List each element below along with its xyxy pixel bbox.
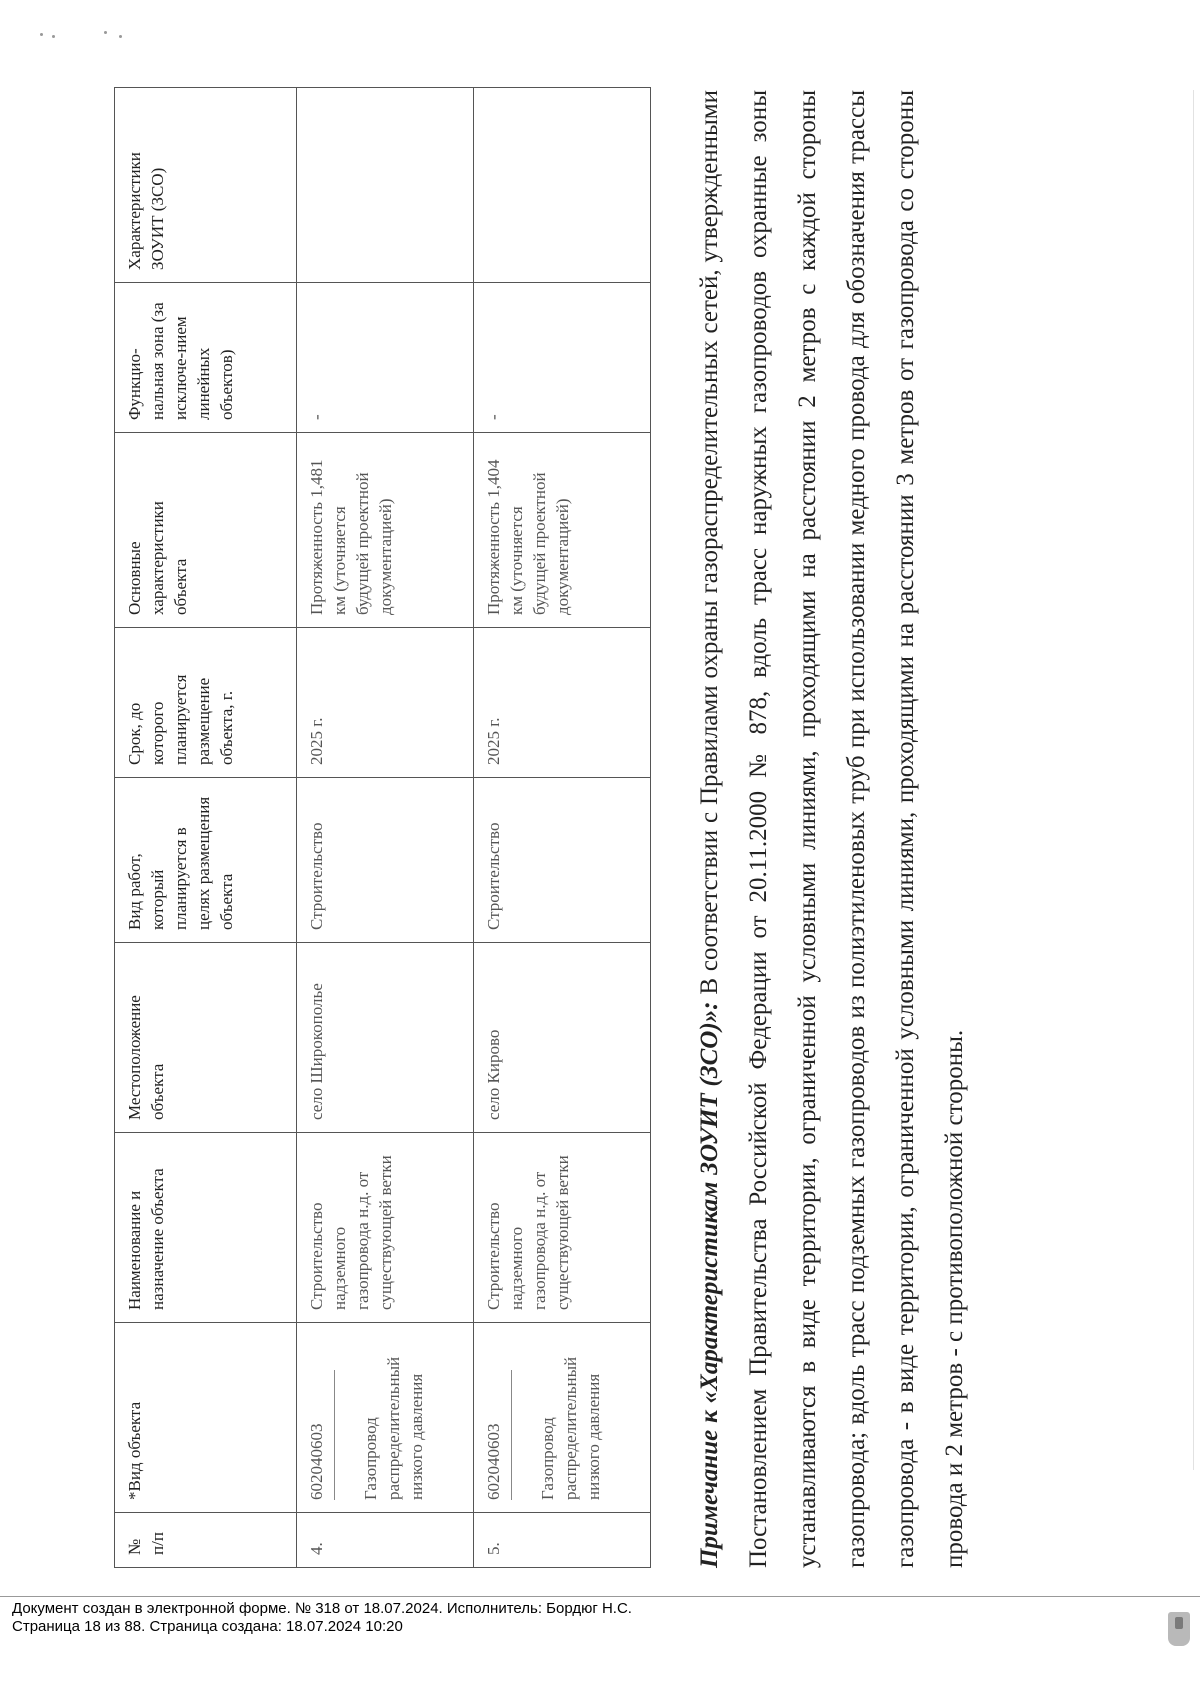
cell-deadline: 2025 г.: [474, 628, 651, 778]
cell-work-type: Строительство: [474, 778, 651, 943]
header-num: № п/п: [115, 1513, 297, 1568]
object-type-text: Газопровод распределительный низкого давления: [361, 1356, 426, 1500]
cell-num: 4.: [297, 1513, 474, 1568]
rotated-content: [100, 78, 1110, 1568]
cell-object-name: Строительство надземного газопровода н.д. от существующей ветки: [297, 1133, 474, 1323]
scan-artifact: [40, 33, 43, 36]
object-type-text: Газопровод распределительный низкого давления: [538, 1356, 603, 1500]
note-title: Примечание к «Характеристикам ЗОУИТ (ЗСО)»:: [696, 1001, 723, 1568]
cell-characteristics: Протяженность 1,481 км (уточняется будущей проектной документацией): [297, 433, 474, 628]
footer-divider: [0, 1596, 1200, 1597]
header-object-type: *Вид объекта: [115, 1323, 297, 1513]
table-header-row: [115, 88, 297, 1568]
cell-functional-zone: -: [474, 283, 651, 433]
header-location: Местоположение объекта: [115, 943, 297, 1133]
cell-location: село Кирово: [474, 943, 651, 1133]
footer-line-page: Страница 18 из 88. Страница создана: 18.07.2024 10:20: [12, 1618, 403, 1635]
legend-line-symbol: [511, 1370, 512, 1500]
cell-zouit: [297, 88, 474, 283]
cell-location: село Широкополье: [297, 943, 474, 1133]
header-object-name: Наименование и назначение объекта: [115, 1133, 297, 1323]
scan-edge-line: [1193, 90, 1194, 1470]
cell-num: 5.: [474, 1513, 651, 1568]
cell-functional-zone: -: [297, 283, 474, 433]
scan-artifact: [52, 35, 55, 38]
object-code: 602040603: [484, 1423, 503, 1500]
cell-work-type: Строительство: [297, 778, 474, 943]
document-footer: [12, 1600, 1112, 1636]
cell-object-type: [474, 1323, 651, 1513]
header-functional-zone: Функцио-нальная зона (за исключе-нием линейных объектов): [115, 283, 297, 433]
table-row: [297, 88, 474, 1568]
table-row: [474, 88, 651, 1568]
note-text: В соответствии с Правилами охраны газораспределительных сетей, утвержденными Постановлением Правительства Российской Федерации от 20.11.2000 № 878, вдоль трасс наружных газопроводов охранные зоны устанавливаются в виде территории, ограниченной условными линиями, проходящими на расстоянии 2 метров с каждой стороны газопровода; вдоль трасс подземных газопроводов из полиэтиленовых труб при использовании медного провода для обозначения трассы газопровода - в виде территории, ограниченной условными линиями, проходящими на расстоянии 3 метров от газопровода со стороны провода и 2 метров - с противоположной стороны.: [696, 89, 968, 1568]
header-deadline: Срок, до которого планируется размещение объекта, г.: [115, 628, 297, 778]
footer-line-document: Документ создан в электронной форме. № 318 от 18.07.2024. Исполнитель: Бордюг Н.С.: [12, 1600, 632, 1617]
scan-artifact: [104, 31, 107, 34]
cell-object-name: Строительство надземного газопровода н.д. от существующей ветки: [474, 1133, 651, 1323]
cell-object-type: [297, 1323, 474, 1513]
legend-line-symbol: [334, 1370, 335, 1500]
object-code: 602040603: [307, 1423, 326, 1500]
emblem-icon: [1168, 1612, 1190, 1646]
objects-table: [114, 87, 651, 1568]
note-paragraph: [685, 90, 979, 1568]
cell-characteristics: Протяженность 1,404 км (уточняется будущей проектной документацией): [474, 433, 651, 628]
header-characteristics: Основные характеристики объекта: [115, 433, 297, 628]
cell-deadline: 2025 г.: [297, 628, 474, 778]
cell-zouit: [474, 88, 651, 283]
header-zouit: Характеристики ЗОУИТ (ЗСО): [115, 88, 297, 283]
scan-artifact: [119, 35, 122, 38]
header-work-type: Вид работ, который планируется в целях размещения объекта: [115, 778, 297, 943]
